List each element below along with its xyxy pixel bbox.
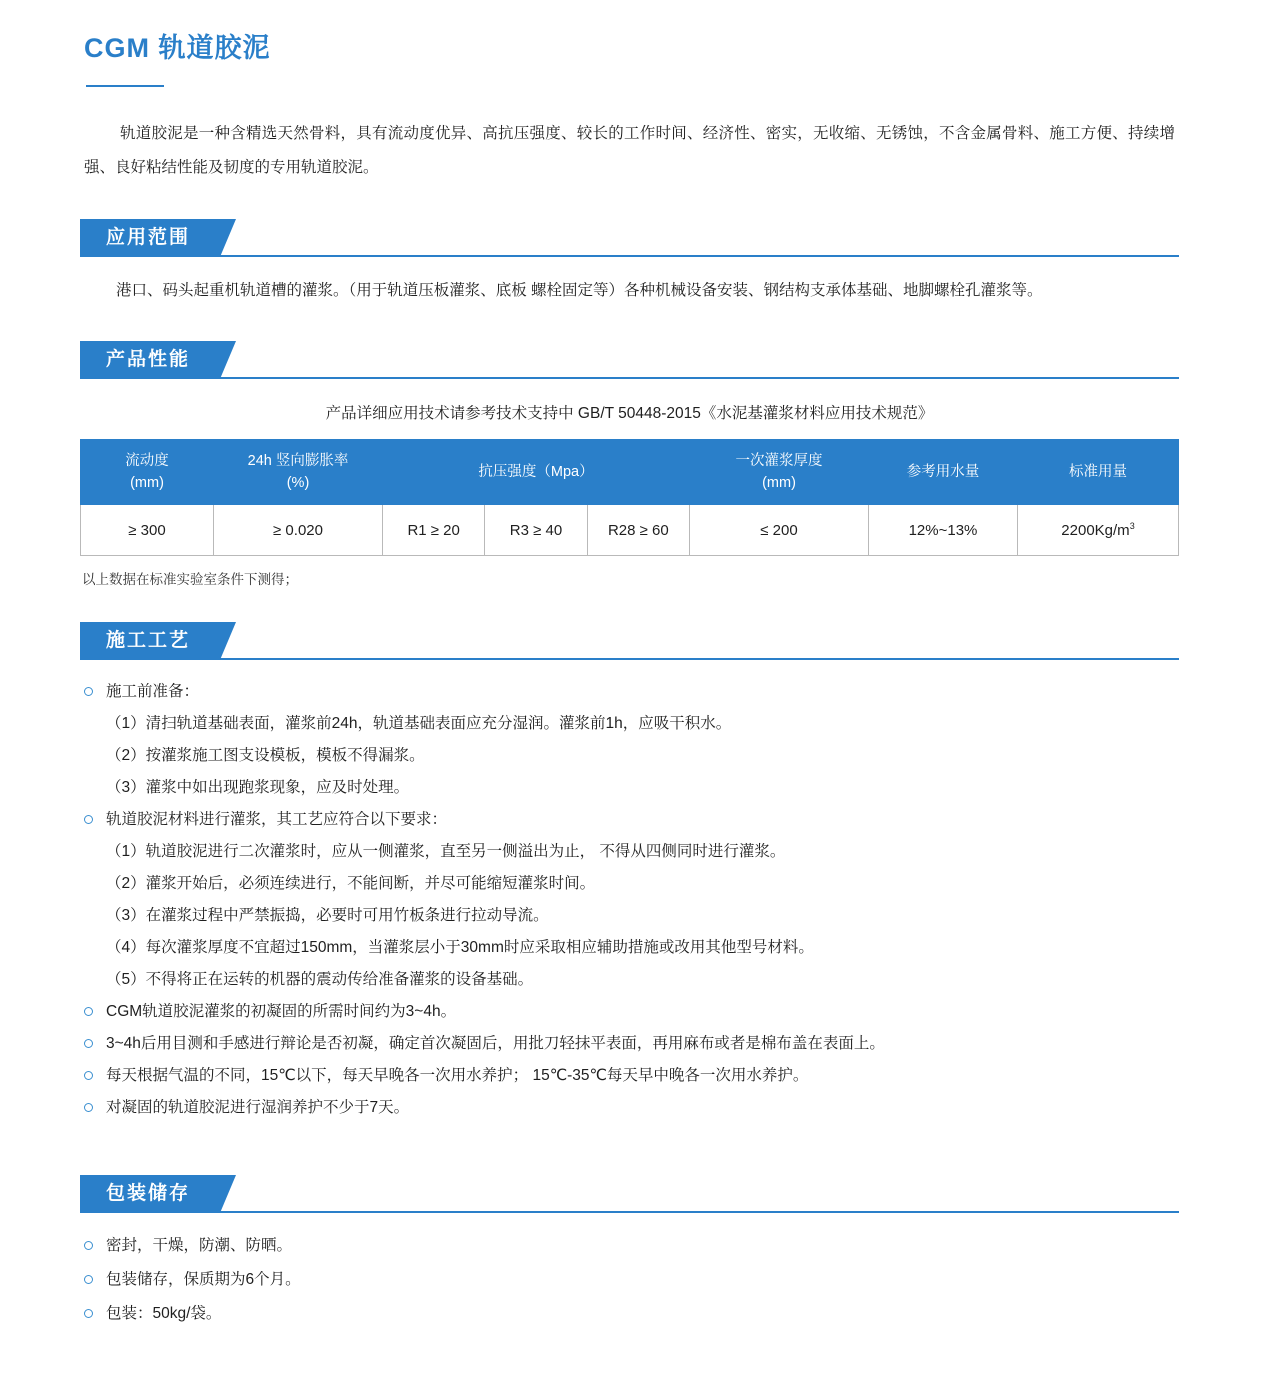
cell-flow: ≥ 300	[81, 505, 214, 556]
performance-table-head	[81, 440, 1179, 505]
list-item: CGM轨道胶泥灌浆的初凝固的所需时间约为3~4h。	[80, 996, 1179, 1027]
cell-dosage	[1018, 505, 1179, 556]
list-item: 轨道胶泥材料进行灌浆，其工艺应符合以下要求：	[80, 804, 1179, 835]
header-flow-line1: 流动度	[125, 453, 169, 469]
title-underline	[86, 85, 164, 87]
product-datasheet-page	[0, 14, 1283, 1379]
list-item: （1）轨道胶泥进行二次灌浆时，应从一侧灌浆，直至另一侧溢出为止， 不得从四侧同时进行灌浆。	[106, 843, 786, 860]
list-item: 对凝固的轨道胶泥进行湿润养护不少于7天。	[80, 1092, 1179, 1123]
application-text: 港口、码头起重机轨道槽的灌浆。（用于轨道压板灌浆、底板 螺栓固定等）各种机械设备安装、钢结构支承体基础、地脚螺栓孔灌浆等。	[116, 282, 1043, 299]
list-item: 施工前准备：	[80, 676, 1179, 707]
section-packaging	[80, 1175, 1179, 1330]
cell-dosage-value: 2200Kg/m	[1061, 522, 1130, 539]
section-rule-construction	[80, 658, 1179, 660]
header-expansion-line1: 24h 竖向膨胀率	[247, 453, 349, 469]
list-item: 密封，干燥，防潮、防晒。	[80, 1229, 1179, 1262]
section-rule-performance	[80, 377, 1179, 379]
cell-r1: R1 ≥ 20	[383, 505, 485, 556]
header-dosage: 标准用量	[1018, 440, 1179, 505]
section-rule-packaging	[80, 1211, 1179, 1213]
section-performance	[80, 341, 1179, 588]
header-thickness	[690, 440, 869, 505]
cell-r28: R28 ≥ 60	[587, 505, 689, 556]
list-item: （5）不得将正在运转的机器的震动传给准备灌浆的设备基础。	[106, 971, 534, 988]
cell-expansion: ≥ 0.020	[214, 505, 383, 556]
list-item: （3）灌浆中如出现跑浆现象，应及时处理。	[106, 779, 410, 796]
header-water: 参考用水量	[869, 440, 1018, 505]
list-item: （3）在灌浆过程中严禁振捣，必要时可用竹板条进行拉动导流。	[106, 907, 549, 924]
bottom-spacer	[80, 1331, 1179, 1379]
list-item: （2）按灌浆施工图支设模板，模板不得漏浆。	[106, 747, 425, 764]
cell-thickness: ≤ 200	[690, 505, 869, 556]
intro-paragraph: 轨道胶泥是一种含精选天然骨料，具有流动度优异、高抗压强度、较长的工作时间、经济性、密实，无收缩、无锈蚀，不含金属骨料、施工方便、持续增强、良好粘结性能及韧度的专用轨道胶泥。	[84, 125, 1175, 176]
section-rule-application	[80, 255, 1179, 257]
performance-table-body	[81, 505, 1179, 556]
section-title-construction: 施工工艺	[80, 622, 220, 660]
section-header-packaging	[80, 1175, 1179, 1213]
header-compressive-strength: 抗压强度（Mpa）	[383, 440, 690, 505]
section-title-performance: 产品性能	[80, 341, 220, 379]
header-expansion	[214, 440, 383, 505]
cell-dosage-exponent: 3	[1129, 521, 1135, 531]
page-content	[0, 14, 1283, 1379]
performance-footnote: 以上数据在标准实验室条件下测得；	[82, 572, 298, 587]
list-item: 包装储存，保质期为6个月。	[80, 1263, 1179, 1296]
section-header-construction	[80, 622, 1179, 660]
section-application	[80, 219, 1179, 307]
list-item: （2）灌浆开始后，必须连续进行，不能间断，并尽可能缩短灌浆时间。	[106, 875, 596, 892]
list-item: （4）每次灌浆厚度不宜超过150mm，当灌浆层小于30mm时应采取相应辅助措施或改用其他型号材料。	[106, 939, 814, 956]
header-flow-line2: (mm)	[130, 475, 164, 491]
performance-table	[80, 439, 1179, 556]
list-item: 3~4h后用目测和手感进行辩论是否初凝，确定首次凝固后，用批刀轻抹平表面，再用麻布或者是棉布盖在表面上。	[80, 1028, 1179, 1059]
section-title-packaging: 包装储存	[80, 1175, 220, 1213]
table-header-row	[81, 440, 1179, 505]
header-thickness-line1: 一次灌浆厚度	[735, 453, 823, 469]
header-thickness-line2: (mm)	[762, 475, 796, 491]
table-row	[81, 505, 1179, 556]
header-expansion-line2: (%)	[286, 475, 310, 491]
section-title-application: 应用范围	[80, 219, 220, 257]
list-item: （1）清扫轨道基础表面，灌浆前24h，轨道基础表面应充分湿润。灌浆前1h，应吸干积水。	[106, 715, 732, 732]
section-header-performance	[80, 341, 1179, 379]
cell-water: 12%~13%	[869, 505, 1018, 556]
page-title: CGM 轨道胶泥	[84, 33, 271, 63]
list-item: 包装：50kg/袋。	[80, 1297, 1179, 1330]
header-flow	[81, 440, 214, 505]
performance-standard-note: 产品详细应用技术请参考技术支持中 GB/T 50448-2015《水泥基灌浆材料应用技术规范》	[325, 405, 934, 422]
section-construction	[80, 622, 1179, 1123]
cell-r3: R3 ≥ 40	[485, 505, 587, 556]
section-header-application	[80, 219, 1179, 257]
list-item: 每天根据气温的不同，15℃以下，每天早晚各一次用水养护； 15℃-35℃每天早中晚各一次用水养护。	[80, 1060, 1179, 1091]
construction-list	[80, 676, 1179, 1123]
